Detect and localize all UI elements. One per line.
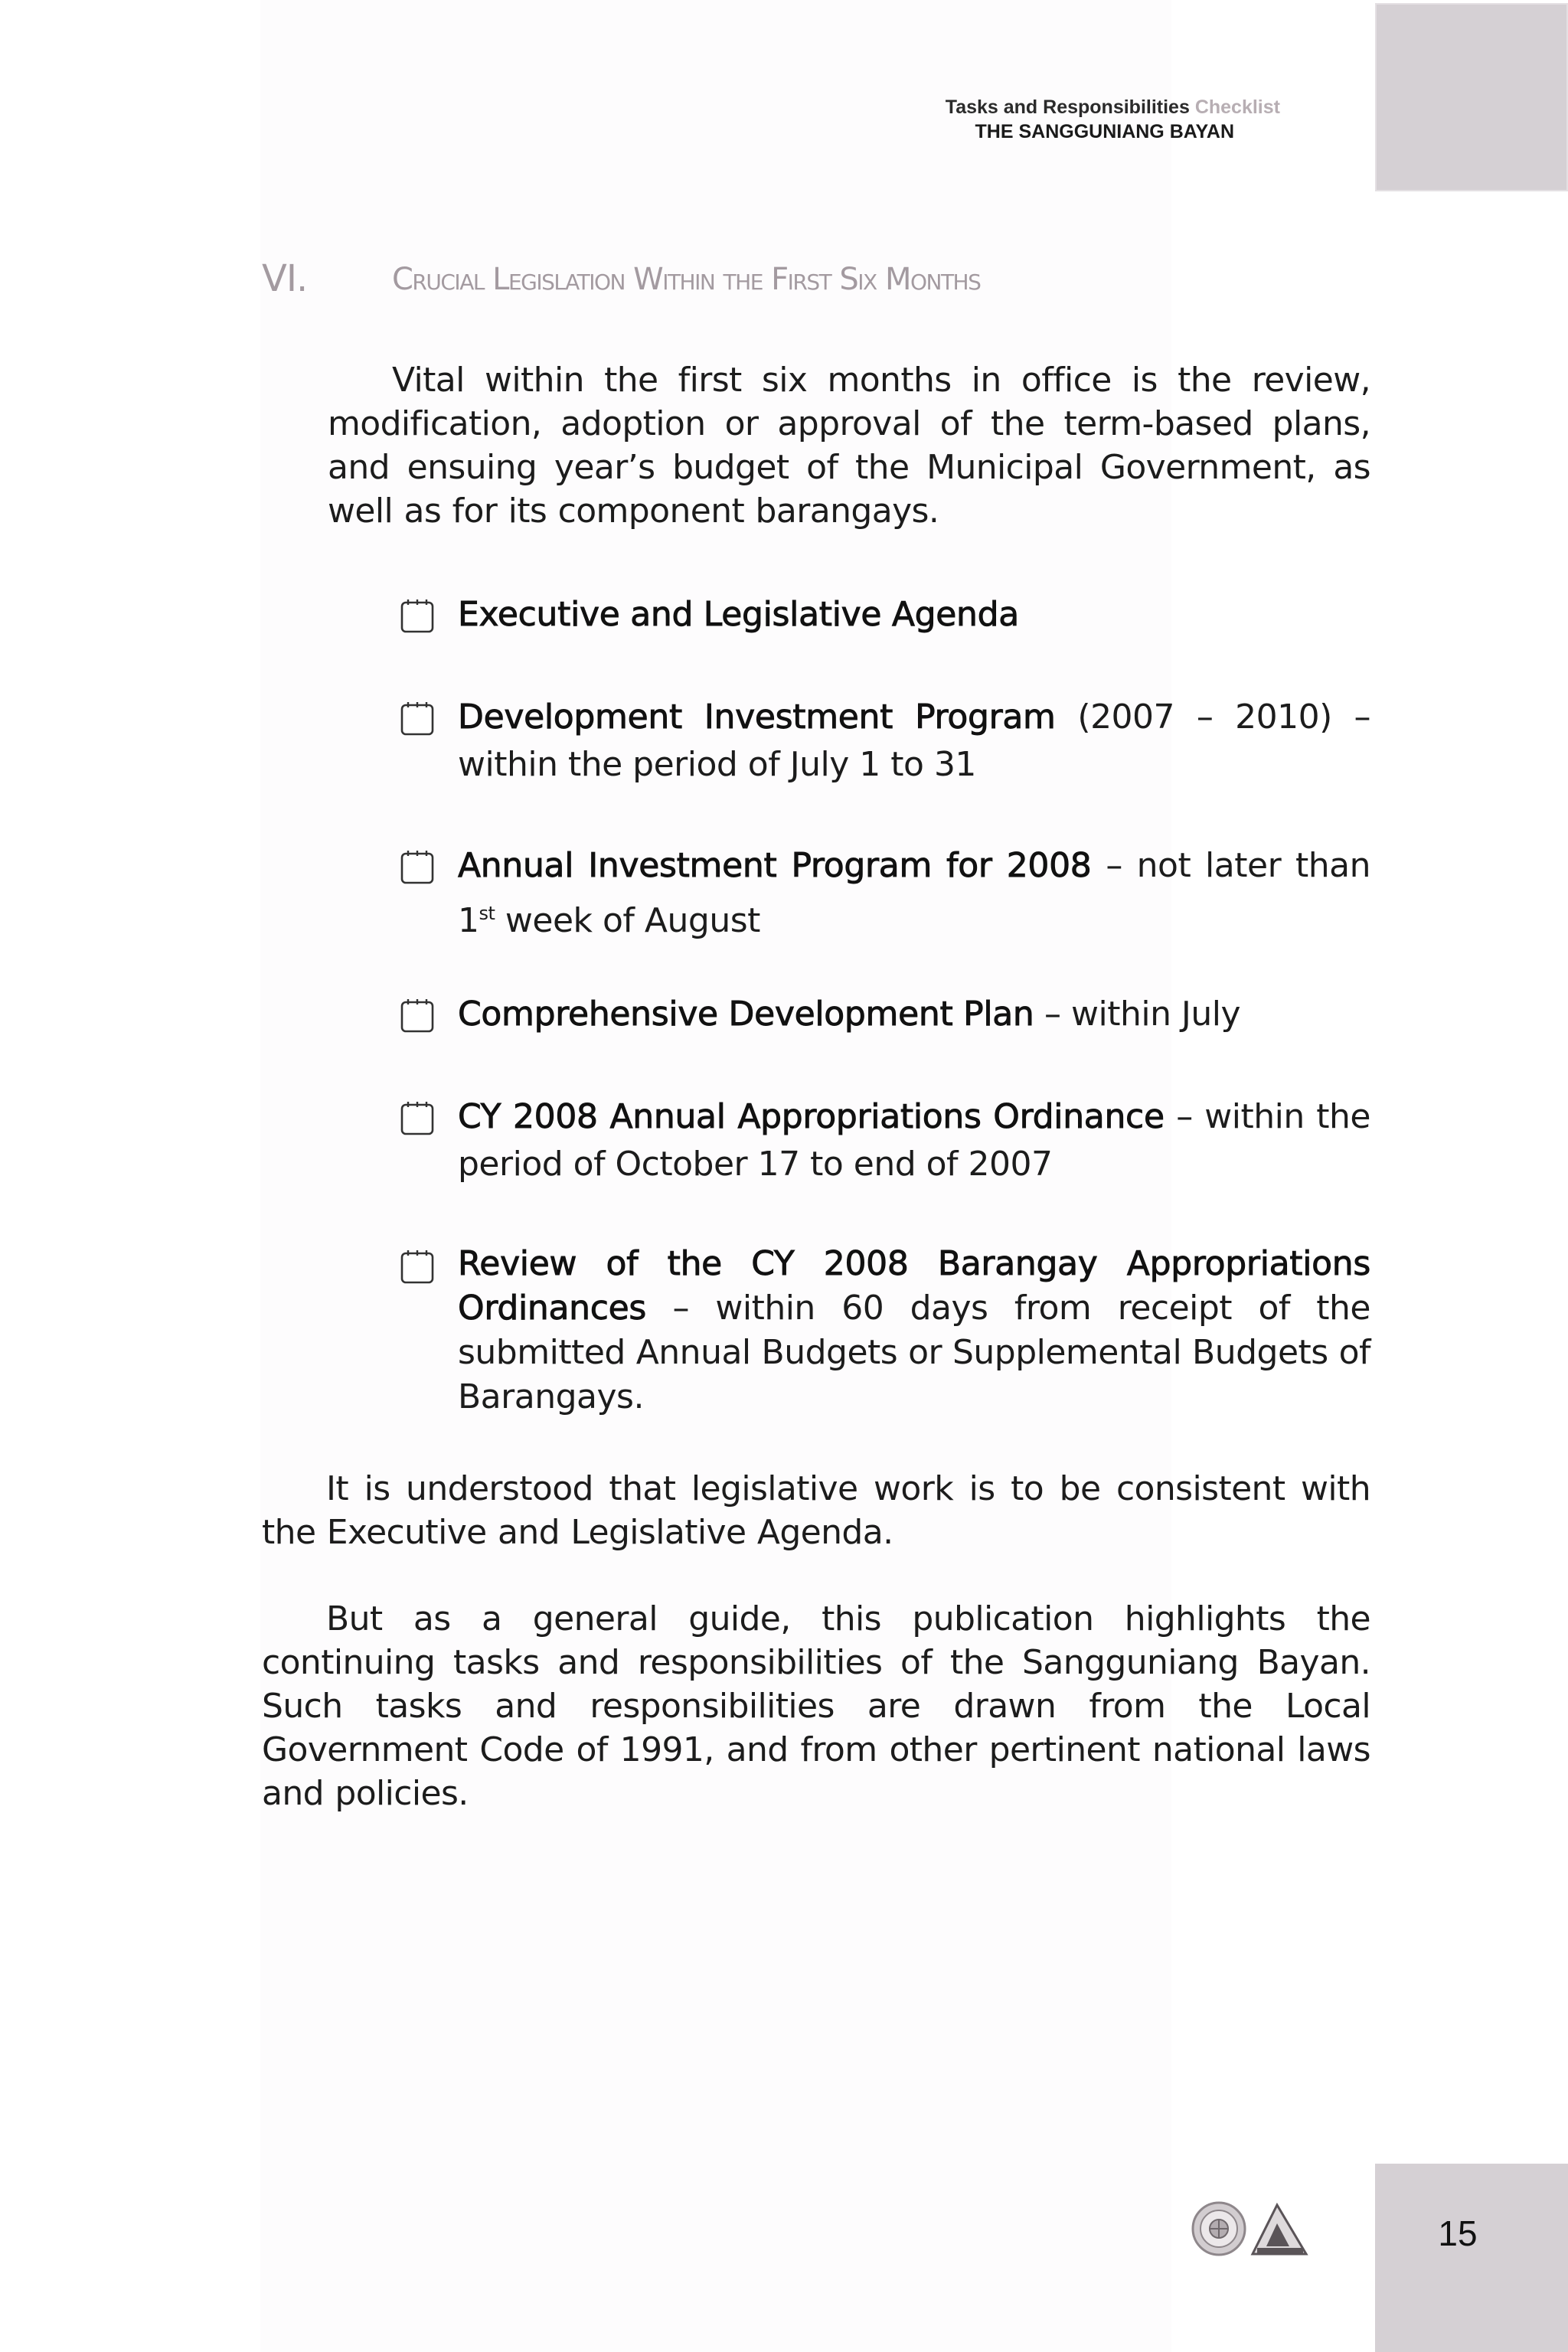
- item-detail: (2007 – 2010) – within the period of July 1 to 31: [458, 697, 1371, 784]
- header-subtitle: Checklist: [1194, 96, 1280, 118]
- item-title: Review of the CY 2008 Barangay Appropriations Ordinances: [458, 1244, 1370, 1328]
- checklist-item-text: [458, 842, 1370, 945]
- page-tab-bottom: [1375, 2164, 1568, 2352]
- checklist-item-text: [458, 991, 1370, 1038]
- item-detail: – within July: [1034, 995, 1241, 1034]
- item-detail: – not later than 1: [458, 846, 1370, 940]
- checklist-item-text: [458, 694, 1370, 789]
- header-title: Tasks and Responsibilities: [945, 96, 1190, 118]
- checklist-item-text: [458, 1093, 1370, 1188]
- checkbox-icon[interactable]: [400, 701, 435, 737]
- lga-logo-icon: [1253, 2205, 1306, 2254]
- item-detail: – within 60 days from receipt of the submitted Annual Budgets or Supplemental Budgets of Barangays.: [458, 1289, 1370, 1416]
- checkbox-icon[interactable]: [400, 1101, 435, 1136]
- seal-logo-icon: [1193, 2203, 1245, 2255]
- item-title: CY 2008 Annual Appropriations Ordinance: [458, 1097, 1165, 1136]
- checklist-item-text: [458, 591, 1370, 639]
- checkbox-icon[interactable]: [400, 599, 435, 634]
- checkbox-icon[interactable]: [400, 850, 435, 885]
- item-title: Executive and Legislative Agenda: [458, 595, 1019, 634]
- running-header: [946, 95, 1280, 144]
- page-number: 15: [1438, 2213, 1478, 2253]
- item-superscript: st: [479, 903, 495, 924]
- intro-paragraph: Vital within the first six months in office is the review, modification, adoption or approval of the term-based plans, and ensuing year’s budget of the Municipal Government, as well as for its component barangays.: [328, 361, 1370, 531]
- item-title: Comprehensive Development Plan: [458, 995, 1034, 1034]
- item-detail-end: week of August: [495, 901, 760, 940]
- item-title: Development Investment Program: [458, 697, 1056, 737]
- closing-paragraph-2: But as a general guide, this publication highlights the continuing tasks and responsibilities of the Sangguniang Bayan. Such tasks and responsibilities are drawn from the Local Government Code of 1991, and from other pertinent national laws and policies.: [262, 1599, 1370, 1813]
- header-line2: THE SANGGUNIANG BAYAN: [975, 121, 1234, 142]
- checklist-item-text: [458, 1242, 1370, 1419]
- item-title: Annual Investment Program for 2008: [458, 846, 1092, 885]
- checkbox-icon[interactable]: [400, 1250, 435, 1285]
- page-tab-top: [1375, 3, 1568, 191]
- item-detail: – within the period of October 17 to end of 2007: [458, 1097, 1370, 1184]
- section-number: VI.: [262, 257, 308, 300]
- section-title: Crucial Legislation Within the First Six Months: [392, 262, 981, 297]
- checkbox-icon[interactable]: [400, 998, 435, 1034]
- footer-logos: [1191, 2200, 1309, 2257]
- closing-paragraph-1: It is understood that legislative work is to be consistent with the Executive and Legislative Agenda.: [262, 1469, 1370, 1552]
